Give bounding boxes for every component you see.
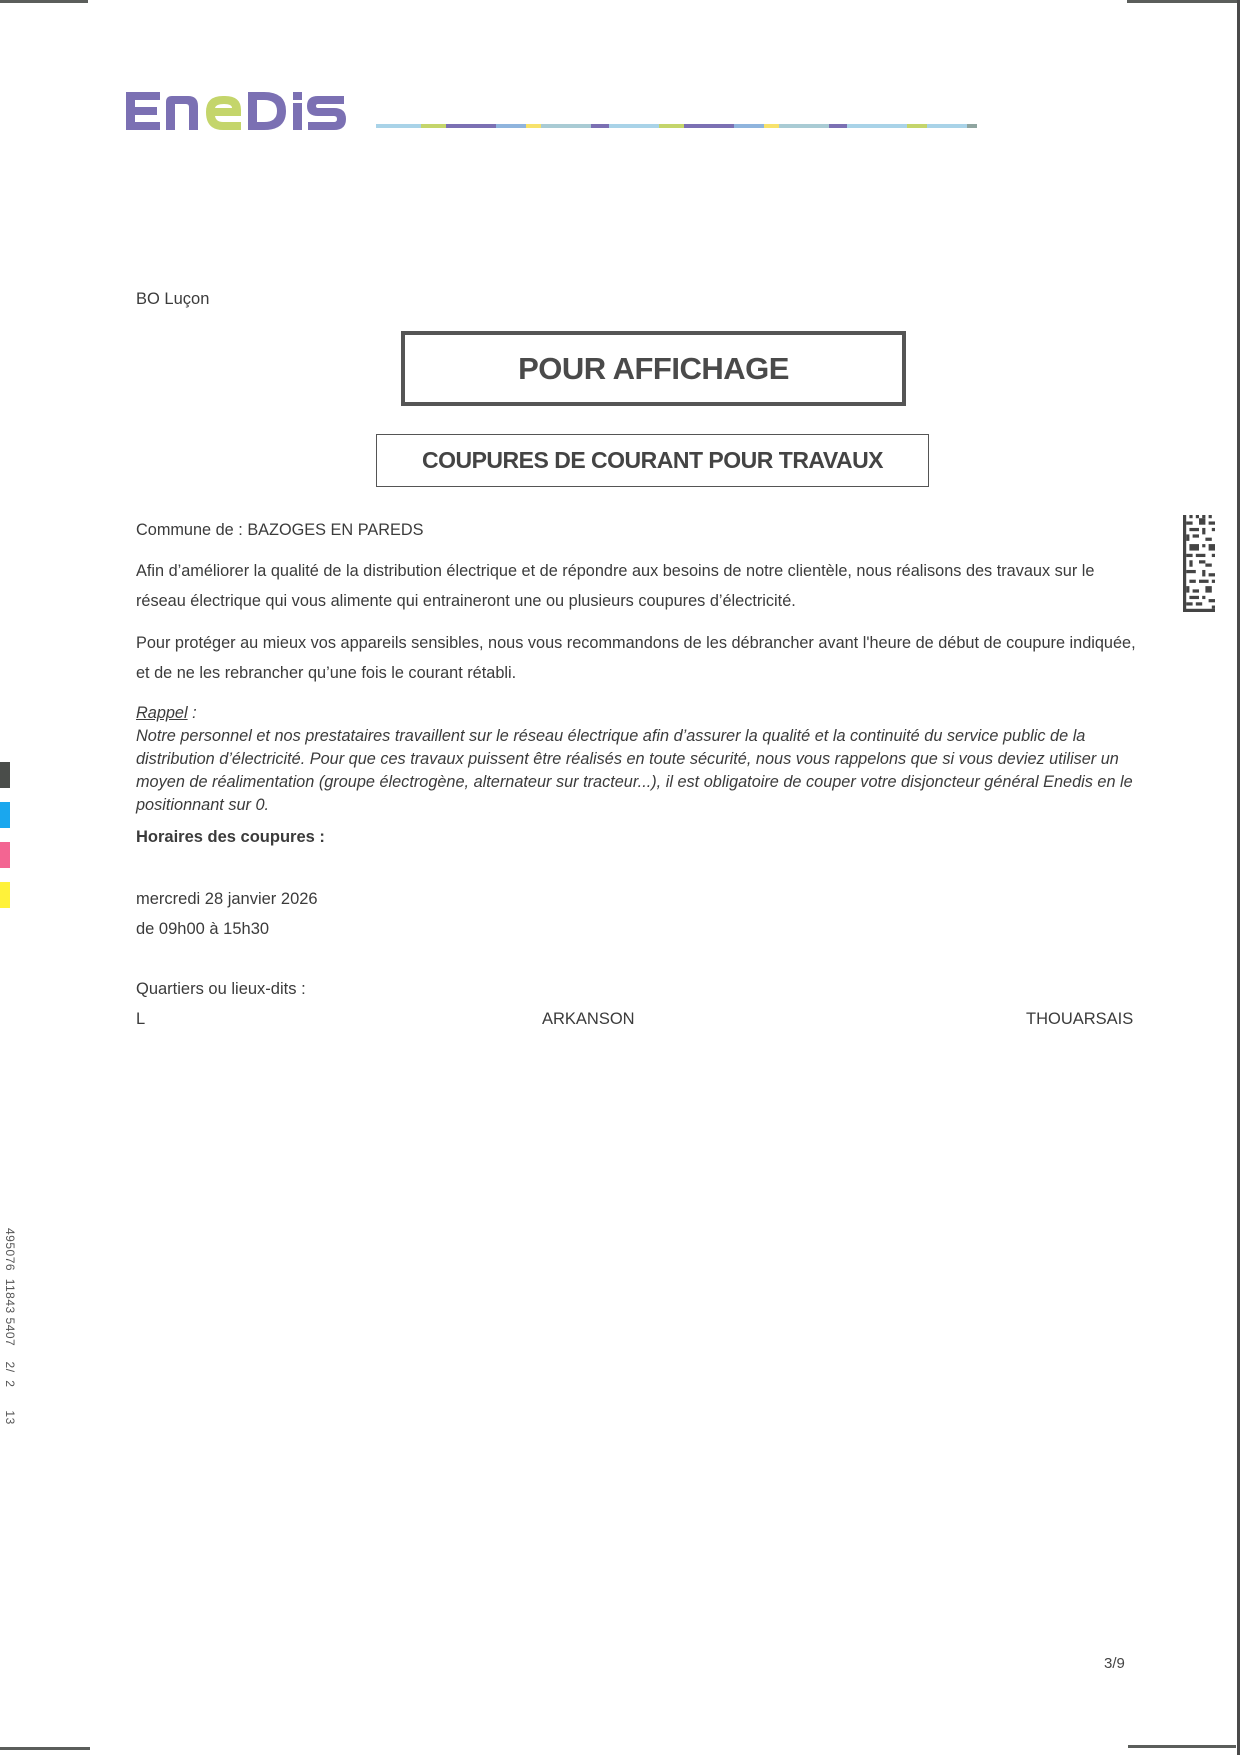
brand-color-line <box>376 124 1228 128</box>
registration-mark-black <box>0 762 10 788</box>
rappel-colon: : <box>187 704 197 722</box>
location-item: THOUARSAIS <box>1026 1010 1134 1028</box>
crop-mark-top-left <box>0 0 88 3</box>
notice-subtitle-box <box>376 434 929 487</box>
side-tracking-code: 495076 11843 5407 2/ 2 13 <box>3 1228 17 1425</box>
intro-paragraph: Afin d’améliorer la qualité de la distribution électrique et de répondre aux besoins de notre clientèle, nous réalisons des travaux sur le réseau électrique qui vous alimente qui entraineront une ou plusieurs coupures d’électricité. <box>136 562 1095 610</box>
datamatrix-code-icon <box>1183 515 1215 612</box>
commune-value: BAZOGES EN PAREDS <box>247 521 424 539</box>
commune-line <box>136 515 1136 545</box>
registration-mark-cyan <box>0 802 10 828</box>
registration-marks <box>0 762 10 922</box>
rappel-block <box>136 702 1136 817</box>
commune-label: Commune de : <box>136 521 248 539</box>
enedis-logo-icon <box>124 86 358 136</box>
registration-mark-magenta <box>0 842 10 868</box>
advice-paragraph: Pour protéger au mieux vos appareils sensibles, nous vous recommandons de les débrancher avant l'heure de début de coupure indiquée, et de ne les rebrancher qu’une fois le courant rétabli. <box>136 634 1136 682</box>
rappel-text: Notre personnel et nos prestataires travaillent sur le réseau électrique afin d’assurer la qualité et la continuité du service public de la distribution d’électricité. Pour que ces travaux puissent être réalisés en toute sécurité, nous vous rappelons que si vous deviez utiliser un moyen de réalimentation (groupe électrogène, alternateur sur tracteur...), il est obligatoire de couper votre disjoncteur général Enedis en le positionnant sur 0. <box>136 727 1133 814</box>
page-number: 3/9 <box>1104 1655 1125 1672</box>
registration-mark-yellow <box>0 882 10 908</box>
location-item: L <box>136 1010 146 1028</box>
rappel-label: Rappel <box>136 704 188 722</box>
enedis-logo <box>124 86 358 136</box>
crop-mark-bottom-left <box>0 1747 90 1750</box>
crop-mark-bottom-right <box>1128 1745 1236 1748</box>
locations-title: Quartiers ou lieux-dits : <box>136 980 306 998</box>
schedule-title: Horaires des coupures : <box>136 828 325 846</box>
notice-subtitle: COUPURES DE COURANT POUR TRAVAUX <box>421 447 884 473</box>
crop-mark-top-right <box>1127 0 1240 3</box>
schedule-hours: de 09h00 à 15h30 <box>136 920 270 938</box>
location-item: ARKANSON <box>542 1010 635 1028</box>
notice-title: POUR AFFICHAGE <box>518 350 789 386</box>
office-label: BO Luçon <box>136 290 210 308</box>
notice-title-box <box>401 331 906 406</box>
schedule-date: mercredi 28 janvier 2026 <box>136 890 318 908</box>
